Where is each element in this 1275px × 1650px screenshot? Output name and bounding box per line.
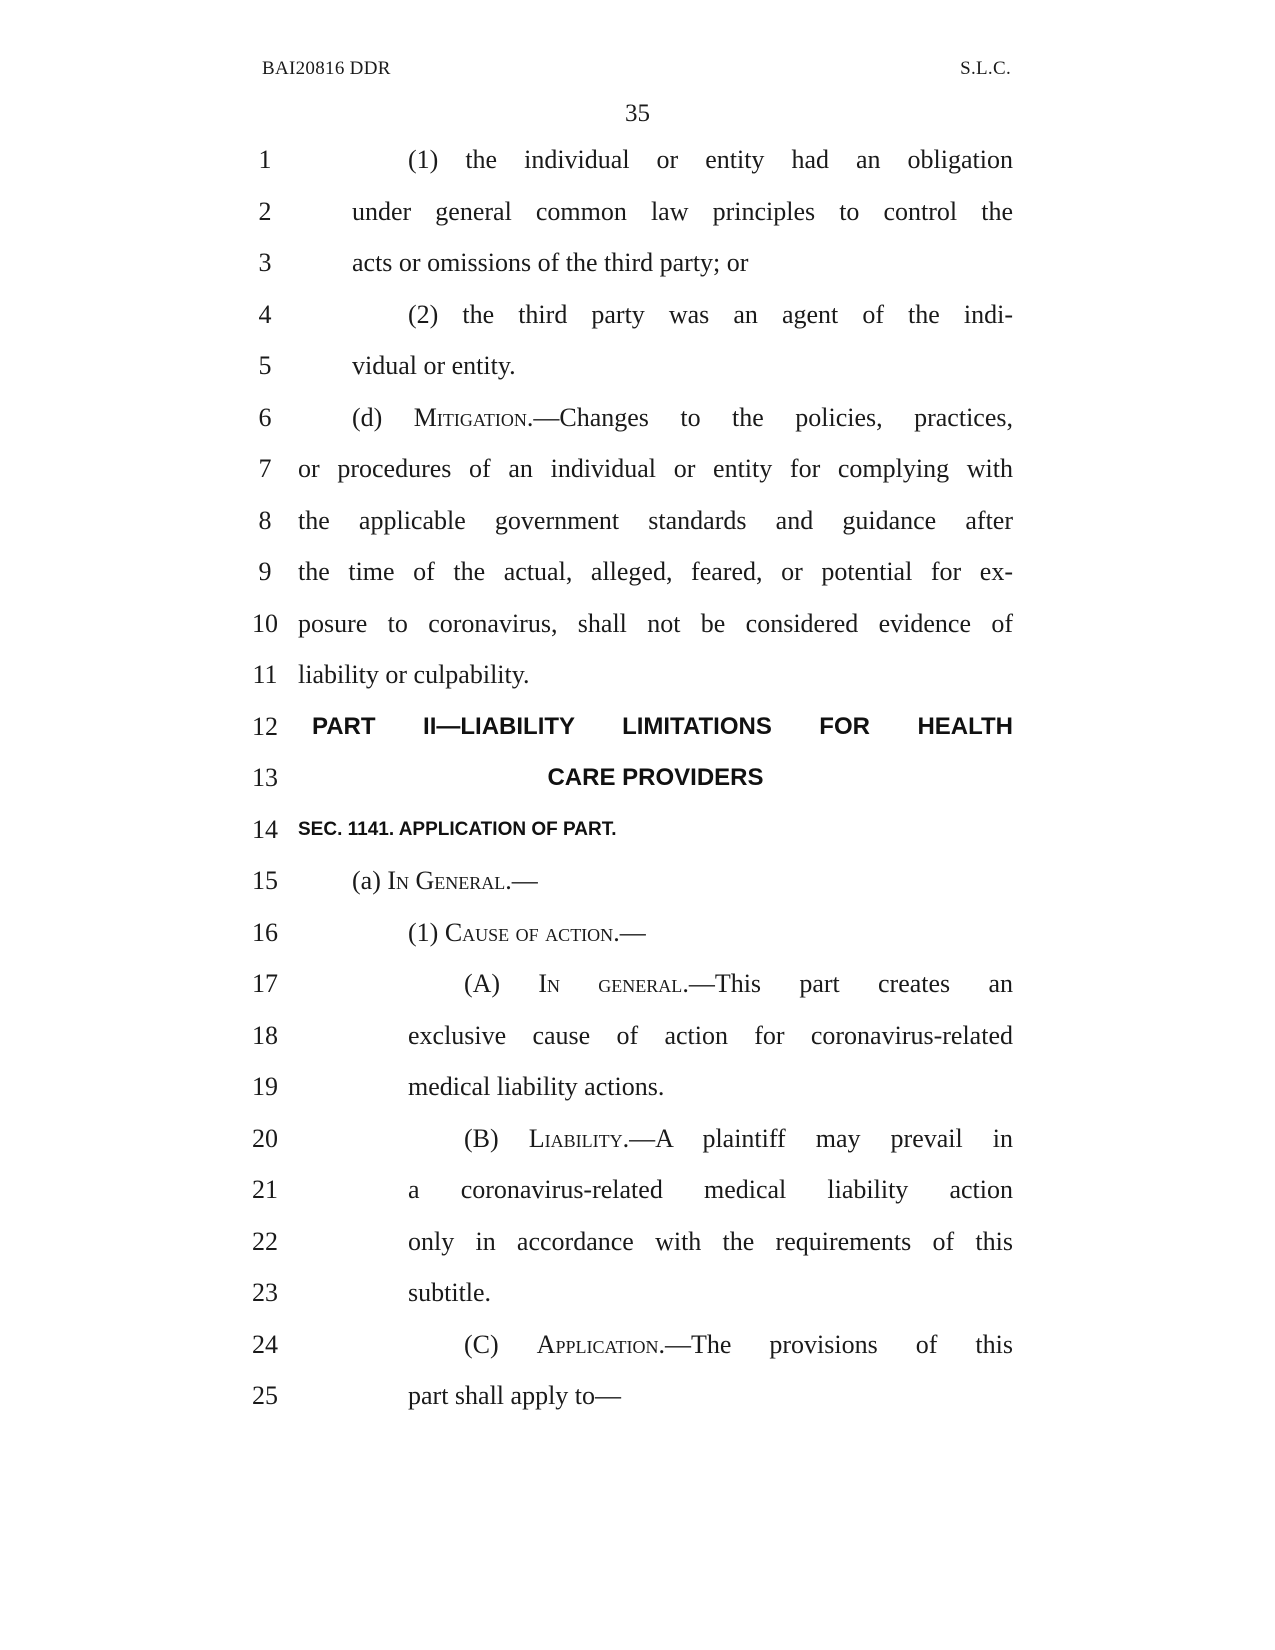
line-number: 5 [258,351,272,380]
text-line [0,964,1275,1004]
text-segment: CARE PROVIDERS [547,764,764,791]
text-segment: vidual or entity. [352,351,516,380]
line-text [408,1067,1013,1107]
text-line [0,758,1275,798]
line-number: 9 [258,557,272,586]
line-text [408,1222,1013,1262]
line-number: 21 [252,1175,278,1204]
subsection-heading: In General [387,866,506,895]
text-segment: SEC. 1141. APPLICATION OF PART. [298,818,617,840]
line-number: 17 [252,969,278,998]
text-segment: or procedures of an individual or entity for complying with [298,454,1013,483]
line-text [352,861,1013,901]
text-segment: (C) [464,1329,537,1359]
text-segment: part shall apply to— [408,1381,622,1410]
text-segment: medical liability actions. [408,1072,665,1101]
text-segment: .—Changes to the policies, practices, [526,402,1013,432]
subsection-heading: Mitigation [413,402,527,432]
line-number: 3 [258,248,272,277]
line-text [352,192,1013,232]
line-text [312,707,1013,747]
line-text [408,913,1013,953]
line-text [408,1170,1013,1210]
document-id: BAI20816 DDR [262,58,391,79]
text-segment: (a) [352,866,388,895]
line-text [298,655,1013,695]
subsection-heading: In general [538,969,683,998]
text-segment: .— [505,866,538,895]
text-segment: posure to coronavirus, shall not be considered evidence of [298,608,1013,638]
text-line [0,1273,1275,1313]
line-number: 6 [258,402,272,432]
line-text [352,243,1013,283]
text-line [0,707,1275,747]
text-line [0,295,1275,335]
subsection-heading: Cause of action [444,917,614,947]
text-segment: (B) [464,1123,529,1153]
text-segment: the applicable government standards and guidance after [298,505,1013,535]
line-number: 7 [258,454,272,483]
text-segment: only in accordance with the requirements of this [408,1226,1013,1256]
text-line [0,1119,1275,1159]
text-segment: (d) [352,402,414,432]
text-segment: .—This part creates an [682,969,1013,998]
text-line [0,398,1275,438]
line-number: 4 [258,299,272,329]
line-text [408,1376,1013,1416]
line-text [298,758,1013,798]
text-line [0,655,1275,695]
line-number: 25 [252,1381,278,1410]
text-line [0,1376,1275,1416]
line-text [352,398,1013,438]
line-text [464,964,1013,1004]
text-segment: (A) [464,969,539,998]
line-text [464,1119,1013,1159]
line-number: 13 [252,763,278,792]
line-number: 1 [258,145,272,174]
text-line [0,501,1275,541]
line-text [464,1325,1013,1365]
text-segment: (1) [408,917,445,947]
page-number: 35 [625,100,650,127]
document-code: S.L.C. [960,58,1011,79]
text-line [0,604,1275,644]
line-number: 18 [252,1020,278,1050]
text-segment: a coronavirus-related medical liability action [408,1175,1013,1204]
line-text [298,552,1013,592]
subsection-heading: Application [536,1329,659,1359]
text-line [0,810,1275,850]
text-line [0,192,1275,232]
line-number: 15 [252,866,278,895]
line-text [298,810,1013,850]
line-number: 23 [252,1278,278,1307]
text-line [0,1222,1275,1262]
line-number: 24 [252,1329,278,1359]
line-text [408,295,1013,335]
text-line [0,346,1275,386]
text-segment: (2) the third party was an agent of the indi- [408,299,1013,329]
line-number: 8 [258,505,272,535]
text-line [0,140,1275,180]
text-segment: PART II—LIABILITY LIMITATIONS FOR HEALTH [312,712,1013,740]
line-text [408,1273,1013,1313]
line-text [352,346,1013,386]
text-line [0,449,1275,489]
text-segment: liability or culpability. [298,660,530,689]
subsection-heading: Liability [528,1123,623,1153]
line-number: 14 [252,814,278,844]
text-segment: .—A plaintiff may prevail in [622,1123,1013,1153]
text-segment: (1) the individual or entity had an obligation [408,145,1013,174]
text-line [0,1170,1275,1210]
text-segment: under general common law principles to control the [352,196,1013,226]
line-text [298,449,1013,489]
text-segment: subtitle. [408,1278,492,1307]
line-text [408,1016,1013,1056]
text-segment: exclusive cause of action for coronavirus-related [408,1020,1013,1050]
text-segment: .—The provisions of this [658,1329,1013,1359]
line-number: 16 [252,917,278,947]
line-number: 20 [252,1123,278,1153]
line-text [298,604,1013,644]
line-number: 22 [252,1226,278,1256]
line-number: 10 [252,608,278,638]
text-line [0,1067,1275,1107]
text-line [0,1016,1275,1056]
text-line [0,861,1275,901]
text-segment: acts or omissions of the third party; or [352,248,749,277]
line-number: 2 [258,196,272,226]
text-line [0,243,1275,283]
text-segment: .— [613,917,646,947]
text-line [0,913,1275,953]
line-text [298,501,1013,541]
line-number: 19 [252,1072,278,1101]
line-number: 11 [252,660,278,689]
text-line [0,552,1275,592]
text-segment: the time of the actual, alleged, feared, or potential for ex- [298,557,1013,586]
text-line [0,1325,1275,1365]
line-number: 12 [252,711,278,741]
line-text [408,140,1013,180]
